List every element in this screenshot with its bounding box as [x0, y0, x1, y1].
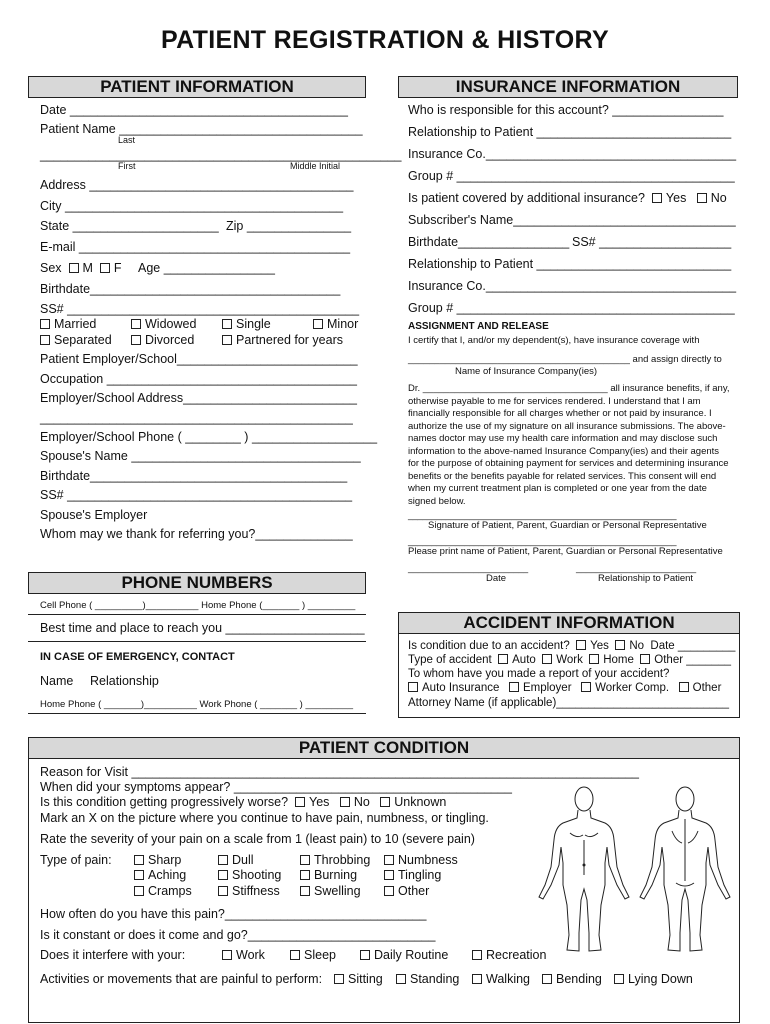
- symptoms-field[interactable]: When did your symptoms appear? ________________________________________: [40, 780, 512, 794]
- checkbox[interactable]: [218, 870, 228, 880]
- pain-type-label: Stiffness: [232, 884, 280, 898]
- progressive-unknown-checkbox[interactable]: [380, 797, 390, 807]
- interfere-label: Does it interfere with your:: [40, 948, 186, 962]
- due-to-accident-question: Is condition due to an accident?: [408, 640, 570, 652]
- additional-no-checkbox[interactable]: [697, 193, 707, 203]
- occupation-field[interactable]: Occupation ____________________________________: [40, 372, 357, 386]
- insurance-co-field-1[interactable]: Insurance Co.____________________________________: [408, 147, 737, 161]
- employer-address-line2[interactable]: _____________________________________________: [40, 411, 353, 425]
- other2-checkbox[interactable]: [679, 682, 689, 692]
- accident-header: ACCIDENT INFORMATION: [398, 612, 740, 634]
- report-question: To whom have you made a report of your accident?: [408, 668, 670, 680]
- auto-label: Auto: [512, 654, 536, 666]
- emergency-contact-heading: IN CASE OF EMERGENCY, CONTACT: [40, 651, 235, 663]
- spouse-name-field[interactable]: Spouse's Name _________________________________: [40, 449, 361, 463]
- date-label: Date: [486, 573, 507, 584]
- responsible-field[interactable]: Who is responsible for this account? ________________: [408, 103, 724, 117]
- minor-label: Minor: [327, 317, 359, 331]
- checkbox[interactable]: [290, 950, 300, 960]
- checkbox[interactable]: [134, 870, 144, 880]
- pain-type-label: Sharp: [148, 853, 182, 867]
- checkbox[interactable]: [384, 886, 394, 896]
- checkbox[interactable]: [131, 335, 141, 345]
- activity-sitting[interactable]: [334, 972, 383, 986]
- relationship-field-2[interactable]: Relationship to Patient ____________________________: [408, 257, 732, 271]
- patient-info-header: PATIENT INFORMATION: [28, 76, 366, 98]
- pain-type-option[interactable]: [300, 884, 361, 898]
- progressive-question: Is this condition getting progressively worse?: [40, 795, 289, 809]
- yes-label: Yes: [590, 640, 609, 652]
- reason-field[interactable]: Reason for Visit _________________________________________________________________________: [40, 765, 639, 779]
- insurance-co-field-2[interactable]: Insurance Co.____________________________________: [408, 279, 737, 293]
- yes-label: Yes: [665, 191, 687, 205]
- widowed-label: Widowed: [145, 317, 197, 331]
- progressive-row: [40, 795, 446, 809]
- pain-type-option[interactable]: [218, 884, 280, 898]
- progressive-no-checkbox[interactable]: [340, 797, 350, 807]
- no-label: No: [353, 795, 370, 809]
- print-name-line[interactable]: _________________________________________________________: [408, 536, 677, 546]
- zip-field[interactable]: Zip _______________: [226, 219, 352, 233]
- emergency-relationship-field[interactable]: Relationship: [90, 674, 159, 688]
- constant-field[interactable]: Is it constant or does it come and go?___________________________: [40, 928, 436, 942]
- work-label: Work: [236, 948, 265, 962]
- employer-phone-field[interactable]: Employer/School Phone ( ________ ) __________________: [40, 430, 378, 444]
- workers-comp-label: Worker Comp.: [595, 682, 670, 694]
- pain-type-option[interactable]: [134, 884, 192, 898]
- pain-type-option[interactable]: [384, 884, 429, 898]
- other2-label: Other: [692, 682, 722, 694]
- state-field[interactable]: State _____________________: [40, 219, 219, 233]
- checkbox[interactable]: [222, 319, 232, 329]
- employer-school-field[interactable]: Patient Employer/School__________________________: [40, 352, 358, 366]
- sex-f-checkbox[interactable]: [100, 263, 110, 273]
- date-field[interactable]: Date ________________________________________: [40, 103, 348, 117]
- bending-label: Bending: [556, 972, 602, 986]
- checkbox[interactable]: [222, 950, 232, 960]
- checkbox[interactable]: [614, 974, 624, 984]
- marital-widowed[interactable]: [131, 317, 196, 331]
- sex-f-label: F: [113, 261, 122, 275]
- sex-label: Sex: [40, 261, 62, 275]
- married-label: Married: [54, 317, 97, 331]
- relationship-field-1[interactable]: Relationship to Patient ____________________________: [408, 125, 732, 139]
- interfere-work[interactable]: [222, 948, 265, 962]
- checkbox[interactable]: [218, 886, 228, 896]
- rate-severity-field[interactable]: Rate the severity of your pain on a scale from 1 (least pain) to 10 (severe pain): [40, 832, 475, 846]
- middle-initial-label: Middle Initial: [290, 161, 341, 171]
- unknown-label: Unknown: [394, 795, 447, 809]
- how-often-field[interactable]: How often do you have this pain?_____________________________: [40, 907, 427, 921]
- certify-text: I certify that I, and/or my dependent(s), have insurance coverage with: [408, 335, 700, 346]
- spouse-employer-field[interactable]: Spouse's Employer: [40, 508, 148, 522]
- city-field[interactable]: City ________________________________________: [40, 199, 344, 213]
- single-label: Single: [236, 317, 271, 331]
- checkbox[interactable]: [218, 855, 228, 865]
- pain-type-label: Swelling: [314, 884, 361, 898]
- accident-due-row: [408, 640, 735, 652]
- activity-lying-down[interactable]: [614, 972, 693, 986]
- checkbox[interactable]: [472, 950, 482, 960]
- divorced-label: Divorced: [145, 333, 195, 347]
- checkbox[interactable]: [360, 950, 370, 960]
- lying-down-label: Lying Down: [628, 972, 693, 986]
- accident-date-field[interactable]: Date _________: [650, 640, 736, 652]
- pain-type-label: Dull: [232, 853, 254, 867]
- accident-type-row: [408, 654, 731, 666]
- release-paragraph: Dr. ___________________________________ all insurance benefits, if any, otherwise payable to me for services rendered. I understand that I am financially responsible for all charges whether or not paid by insurance. I authorize the use of my signature on all insurance submissions. The above-names doctor may use my health care information and may disclose such information to the above-named Insurance Company(ies) and their agents for the purpose of obtaining payment for services and determining insurance benefits or the benefits payable for related services. This consent will end when my current treatment plan is completed or one year from the date signed below.: [408, 383, 730, 507]
- company-label: Name of Insurance Company(ies): [455, 366, 598, 377]
- marital-minor[interactable]: [313, 317, 358, 331]
- additional-yes-checkbox[interactable]: [652, 193, 662, 203]
- sex-row: [40, 261, 122, 275]
- marital-married[interactable]: [40, 317, 96, 331]
- home-label: Home: [603, 654, 634, 666]
- checkbox[interactable]: [384, 870, 394, 880]
- progressive-yes-checkbox[interactable]: [295, 797, 305, 807]
- home-work-phone-field[interactable]: Home Phone ( _______)__________ Work Phone ( _______ ) _________: [40, 699, 354, 710]
- group-field-2[interactable]: Group # ________________________________________: [408, 301, 735, 315]
- insurance-header: INSURANCE INFORMATION: [398, 76, 738, 98]
- additional-insurance-row: [408, 191, 727, 205]
- first-name-label: First: [118, 161, 136, 171]
- partnered-label: Partnered for years: [236, 333, 343, 347]
- cell-home-phone-field[interactable]: Cell Phone ( _________)__________ Home Phone (_______ ) _________: [40, 600, 356, 611]
- report-options-row: [408, 682, 721, 694]
- pain-type-option[interactable]: [384, 868, 441, 882]
- auto-insurance-label: Auto Insurance: [422, 682, 500, 694]
- pain-type-label: Numbness: [398, 853, 458, 867]
- last-name-label: Last: [118, 135, 136, 145]
- checkbox[interactable]: [384, 855, 394, 865]
- name-line[interactable]: ____________________________________________________: [40, 148, 402, 162]
- page-title: PATIENT REGISTRATION & HISTORY: [161, 26, 609, 54]
- recreation-label: Recreation: [486, 948, 547, 962]
- marital-partnered[interactable]: [222, 333, 343, 347]
- pain-type-option[interactable]: [300, 868, 357, 882]
- employer-address-field[interactable]: Employer/School Address_________________________: [40, 391, 357, 405]
- phone-header: PHONE NUMBERS: [28, 572, 366, 594]
- signature-line[interactable]: _________________________________________________________: [408, 510, 677, 520]
- workers-comp-checkbox[interactable]: [581, 682, 591, 692]
- yes-label: Yes: [309, 795, 330, 809]
- condition-header: PATIENT CONDITION: [28, 737, 740, 759]
- pain-type-label: Burning: [314, 868, 358, 882]
- work-label: Work: [556, 654, 583, 666]
- pain-type-label: Tingling: [398, 868, 442, 882]
- pain-type-option[interactable]: [134, 853, 181, 867]
- interfere-sleep[interactable]: [290, 948, 336, 962]
- attorney-field[interactable]: Attorney Name (if applicable)___________________________: [408, 697, 729, 709]
- sex-m-label: M: [82, 261, 93, 275]
- employer-checkbox[interactable]: [509, 682, 519, 692]
- assignment-header: ASSIGNMENT AND RELEASE: [408, 321, 549, 332]
- accident-yes-checkbox[interactable]: [576, 640, 586, 650]
- activity-standing[interactable]: [396, 972, 459, 986]
- pain-type-label: Throbbing: [314, 853, 371, 867]
- other-checkbox[interactable]: [640, 654, 650, 664]
- walking-label: Walking: [486, 972, 530, 986]
- type-of-pain-label: Type of pain:: [40, 853, 112, 867]
- signature-label: Signature of Patient, Parent, Guardian or Personal Representative: [428, 520, 707, 531]
- pain-type-option[interactable]: [218, 853, 254, 867]
- checkbox[interactable]: [472, 974, 482, 984]
- ssn-field[interactable]: SS# __________________________________________: [40, 302, 360, 316]
- additional-insurance-question: Is patient covered by additional insurance?: [408, 191, 645, 205]
- company-line[interactable]: __________________________________________ and assign directly to: [408, 354, 722, 365]
- marital-single[interactable]: [222, 317, 271, 331]
- print-name-label: Please print name of Patient, Parent, Guardian or Personal Representative: [408, 546, 723, 557]
- type-of-accident-label: Type of accident: [408, 654, 492, 666]
- subscriber-birthdate-field[interactable]: Birthdate________________: [408, 235, 570, 249]
- checkbox[interactable]: [334, 974, 344, 984]
- address-field[interactable]: Address ______________________________________: [40, 178, 354, 192]
- subscriber-ssn-field[interactable]: SS# ___________________: [572, 235, 732, 249]
- auto-insurance-checkbox[interactable]: [408, 682, 418, 692]
- checkbox[interactable]: [313, 319, 323, 329]
- checkbox[interactable]: [40, 335, 50, 345]
- pain-type-option[interactable]: [384, 853, 458, 867]
- referral-field[interactable]: Whom may we thank for referring you?______________: [40, 527, 353, 541]
- no-label: No: [710, 191, 727, 205]
- separated-label: Separated: [54, 333, 112, 347]
- activity-bending[interactable]: [542, 972, 602, 986]
- work-checkbox[interactable]: [542, 654, 552, 664]
- home-checkbox[interactable]: [589, 654, 599, 664]
- marital-divorced[interactable]: [131, 333, 194, 347]
- checkbox[interactable]: [131, 319, 141, 329]
- checkbox[interactable]: [134, 855, 144, 865]
- sitting-label: Sitting: [348, 972, 383, 986]
- pain-type-label: Aching: [148, 868, 187, 882]
- checkbox[interactable]: [134, 886, 144, 896]
- date-line[interactable]: ________________________: [408, 563, 529, 573]
- standing-label: Standing: [410, 972, 460, 986]
- body-back-figure[interactable]: [626, 785, 744, 955]
- activities-label: Activities or movements that are painful to perform:: [40, 972, 323, 986]
- group-field-1[interactable]: Group # ________________________________________: [408, 169, 735, 183]
- checkbox[interactable]: [396, 974, 406, 984]
- pain-type-option[interactable]: [218, 868, 281, 882]
- checkbox[interactable]: [222, 335, 232, 345]
- divider: [28, 641, 366, 642]
- pain-type-label: Cramps: [148, 884, 192, 898]
- subscriber-name-field[interactable]: Subscriber's Name________________________________: [408, 213, 736, 227]
- pain-type-label: Other: [398, 884, 430, 898]
- employer-label: Employer: [522, 682, 572, 694]
- spouse-ssn-field[interactable]: SS# _________________________________________: [40, 488, 353, 502]
- activity-walking[interactable]: [472, 972, 530, 986]
- divider: [28, 614, 366, 615]
- checkbox[interactable]: [300, 886, 310, 896]
- email-field[interactable]: E-mail _______________________________________: [40, 240, 351, 254]
- divider: [28, 713, 366, 714]
- mark-x-instruction: Mark an X on the picture where you continue to have pain, numbness, or tingling.: [40, 811, 489, 825]
- sleep-label: Sleep: [304, 948, 336, 962]
- daily-routine-label: Daily Routine: [374, 948, 449, 962]
- birthdate-field[interactable]: Birthdate____________________________________: [40, 282, 341, 296]
- accident-no-checkbox[interactable]: [615, 640, 625, 650]
- marital-separated[interactable]: [40, 333, 112, 347]
- relationship-label: Relationship to Patient: [598, 573, 694, 584]
- checkbox[interactable]: [300, 855, 310, 865]
- checkbox[interactable]: [542, 974, 552, 984]
- best-time-field[interactable]: Best time and place to reach you ____________________: [40, 621, 365, 635]
- no-label: No: [629, 640, 645, 652]
- patient-name-field[interactable]: Patient Name ___________________________________: [40, 122, 363, 136]
- pain-type-label: Shooting: [232, 868, 282, 882]
- emergency-name-field[interactable]: Name: [40, 674, 74, 688]
- sex-m-checkbox[interactable]: [69, 263, 79, 273]
- pain-type-option[interactable]: [300, 853, 370, 867]
- checkbox[interactable]: [40, 319, 50, 329]
- pain-type-option[interactable]: [134, 868, 186, 882]
- relationship-line[interactable]: ________________________: [576, 563, 697, 573]
- age-field[interactable]: Age ________________: [138, 261, 275, 275]
- checkbox[interactable]: [300, 870, 310, 880]
- auto-checkbox[interactable]: [498, 654, 508, 664]
- spouse-birthdate-field[interactable]: Birthdate_____________________________________: [40, 469, 348, 483]
- other-label: Other _______: [654, 654, 732, 666]
- interfere-daily-routine[interactable]: [360, 948, 448, 962]
